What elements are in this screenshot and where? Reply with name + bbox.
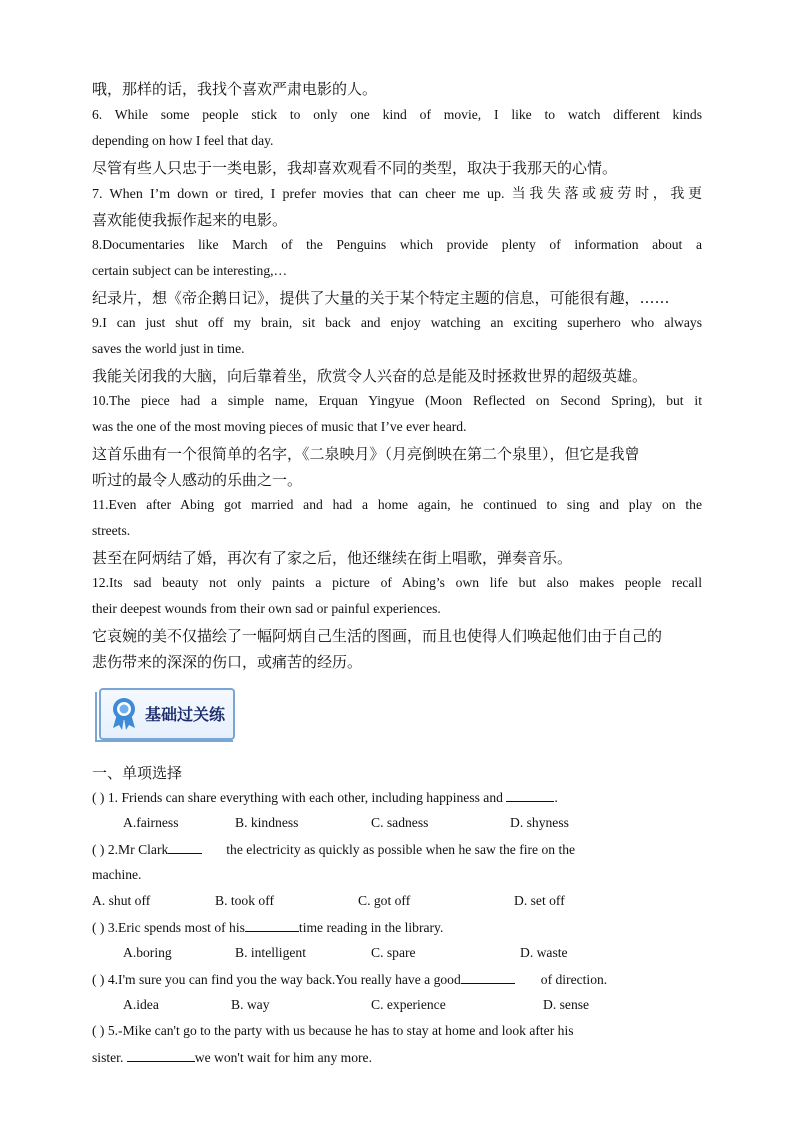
text-line: depending on how I feel that day. — [92, 133, 274, 148]
text-line: 哦，那样的话，我找个喜欢严肃电影的人。 — [92, 80, 378, 98]
question-text-cont: sister. we won't wait for him any more. — [92, 1050, 372, 1065]
option-b[interactable]: B. way — [231, 997, 270, 1012]
answer-paren[interactable]: ( ) — [92, 920, 105, 935]
option-a[interactable]: A.fairness — [123, 815, 179, 830]
text-line: 这首乐曲有一个很简单的名字，《二泉映月》（月亮倒映在第二个泉里），但它是我曾 — [92, 445, 640, 463]
text-line: 听过的最令人感动的乐曲之一。 — [92, 471, 303, 489]
option-d[interactable]: D. waste — [520, 945, 568, 960]
answer-paren[interactable]: ( ) — [92, 972, 105, 987]
question-4: ( ) 4.I'm sure you can find you the way back.You really have a good of direction. — [92, 972, 608, 987]
text-line: their deepest wounds from their own sad or painful experiences. — [92, 601, 441, 616]
text-line: was the one of the most moving pieces of music that I’ve ever heard. — [92, 419, 467, 434]
text-line: 11.Even after Abing got married and had a home again, he continued to sing and play on the — [92, 497, 702, 512]
text-line: streets. — [92, 523, 131, 538]
option-b[interactable]: B. took off — [215, 893, 275, 908]
question-3: ( ) 3.Eric spends most of his time reading in the library. — [92, 920, 444, 935]
option-c[interactable]: C. experience — [371, 997, 446, 1012]
question-5 — [92, 1023, 702, 1039]
text-line: 7. When I’m down or tired, I prefer movies that can cheer me up. 当我失落或疲劳时，我更 — [92, 187, 702, 202]
answer-blank[interactable] — [245, 919, 299, 932]
text-line: 10.The piece had a simple name, Erquan Yingyue (Moon Reflected on Second Spring), but it — [92, 393, 702, 408]
text-line: 纪录片，想《帝企鹅日记》，提供了大量的关于某个特定主题的信息，可能很有趣，…… — [92, 289, 670, 307]
option-a[interactable]: A. shut off — [92, 893, 151, 908]
text-line: certain subject can be interesting,… — [92, 263, 288, 278]
option-c[interactable]: C. got off — [358, 893, 411, 908]
text-line: 喜欢能使我振作起来的电影。 — [92, 211, 288, 229]
option-a[interactable]: A.boring — [123, 945, 172, 960]
text-line: 甚至在阿炳结了婚，再次有了家之后，他还继续在街上唱歌，弹奏音乐。 — [92, 549, 573, 567]
text-line: 尽管有些人只忠于一类电影，我却喜欢观看不同的类型，取决于我那天的心情。 — [92, 159, 618, 177]
answer-blank[interactable] — [127, 1049, 195, 1062]
question-text: 5.-Mike can't go to the party with us because he has to stay at home and look after his — [107, 1023, 574, 1038]
award-medal-icon — [109, 696, 139, 730]
text-line: 6. While some people stick to only one kind of movie, I like to watch different kinds — [92, 107, 702, 122]
option-a[interactable]: A.idea — [123, 997, 159, 1012]
answer-blank[interactable] — [168, 841, 202, 854]
text-line: 我能关闭我的大脑，向后靠着坐，欣赏令人兴奋的总是能及时拯救世界的超级英雄。 — [92, 367, 648, 385]
question-text: 1. Friends can share everything with each other, including happiness and — [107, 790, 503, 805]
option-d[interactable]: D. sense — [543, 997, 590, 1012]
answer-blank[interactable] — [461, 971, 515, 984]
option-d[interactable]: D. set off — [514, 893, 565, 908]
answer-paren[interactable]: ( ) — [92, 790, 105, 805]
text-line: 9.I can just shut off my brain, sit back and enjoy watching an exciting superhero who always — [92, 315, 702, 330]
text-line: 它哀婉的美不仅描绘了一幅阿炳自己生活的图画，而且也使得人们唤起他们由于自己的 — [92, 627, 663, 645]
option-b[interactable]: B. kindness — [235, 815, 299, 830]
option-b[interactable]: B. intelligent — [235, 945, 306, 960]
text-line: 8.Documentaries like March of the Penguins which provide plenty of information about a — [92, 237, 702, 252]
answer-paren[interactable]: ( ) — [92, 1023, 105, 1038]
question-text: 4.I'm sure you can find you the way back.You really have a good — [107, 972, 461, 987]
question-2: ( ) 2.Mr Clark the electricity as quickly as possible when he saw the fire on the — [92, 842, 576, 857]
answer-blank[interactable] — [506, 789, 554, 802]
option-d[interactable]: D. shyness — [510, 815, 569, 830]
section-title: 一、单项选择 — [92, 764, 183, 782]
section-badge — [99, 688, 235, 740]
question-1: ( ) 1. Friends can share everything with each other, including happiness and . — [92, 790, 558, 805]
option-c[interactable]: C. spare — [371, 945, 416, 960]
option-c[interactable]: C. sadness — [371, 815, 429, 830]
question-text: 3.Eric spends most of his — [107, 920, 245, 935]
text-line: 悲伤带来的深深的伤口，或痛苦的经历。 — [92, 653, 363, 671]
question-text-cont: machine. — [92, 867, 142, 882]
badge-title: 基础过关练 — [145, 705, 226, 724]
answer-paren[interactable]: ( ) — [92, 842, 105, 857]
question-text: 2.Mr Clark — [107, 842, 169, 857]
text-line: saves the world just in time. — [92, 341, 245, 356]
text-line: 12.Its sad beauty not only paints a picture of Abing’s own life but also makes people recall — [92, 575, 702, 590]
